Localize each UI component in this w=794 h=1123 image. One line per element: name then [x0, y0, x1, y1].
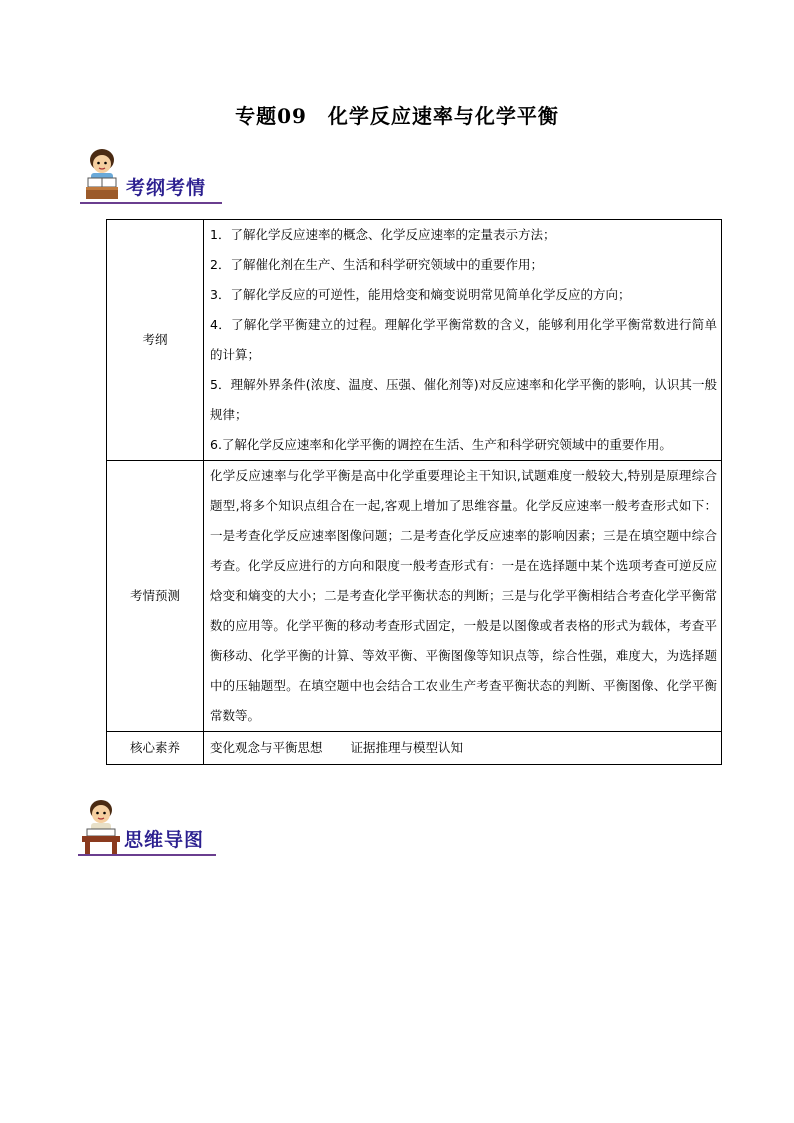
outline-item: 6.了解化学反应速率和化学平衡的调控在生活、生产和科学研究领域中的重要作用。: [210, 437, 672, 452]
outline-item: 3．了解化学反应的可逆性，能用焓变和熵变说明常见简单化学反应的方向；: [210, 287, 631, 302]
exam-outline-table: [106, 219, 722, 765]
section-header-siwei: [78, 798, 218, 856]
outline-item: 1．了解化学反应速率的概念、化学反应速率的定量表示方法；: [210, 227, 556, 242]
table-row: [107, 732, 722, 765]
table-row: [107, 461, 722, 732]
desk-child-icon: [78, 798, 124, 856]
reading-child-icon: [80, 146, 126, 204]
section-title-kaogang: 考纲考情: [126, 177, 207, 199]
row-label: 考纲: [107, 220, 204, 461]
row-content: 化学反应速率与化学平衡是高中化学重要理论主干知识,试题难度一般较大,特别是原理综合题型,将多个知识点组合在一起,客观上增加了思维容量。化学反应速率一般考查形式如下：一是考查化学反应速率图像问题；二是考查化学反应速率的影响因素；三是在填空题中综合考查。化学反应进行的方向和限度一般考查形式有：一是在选择题中某个选项考查可逆反应焓变和熵变的大小；二是考查化学平衡状态的判断；三是与化学平衡相结合考查化学平衡常数的应用等。化学平衡的移动考查形式固定，一般是以图像或者表格的形式为载体，考查平衡移动、化学平衡的计算、等效平衡、平衡图像等知识点等，综合性强，难度大，为选择题中的压轴题型。在填空题中也会结合工农业生产考查平衡状态的判断、平衡图像、化学平衡常数等。: [204, 461, 722, 732]
section-underline: [78, 854, 216, 856]
row-content: [204, 732, 722, 765]
table-row: [107, 220, 722, 461]
section-title-siwei: 思维导图: [124, 829, 205, 851]
section-underline: [80, 202, 222, 204]
row-label: 核心素养: [107, 732, 204, 765]
outline-item: 4．了解化学平衡建立的过程。理解化学平衡常数的含义，能够利用化学平衡常数进行简单的计算；: [210, 317, 717, 362]
outline-item: 2．了解催化剂在生产、生活和科学研究领域中的重要作用；: [210, 257, 543, 272]
page-title: 专题09 化学反应速率与化学平衡: [235, 104, 559, 128]
section-header-kaogang: [80, 146, 225, 204]
row-label: 考情预测: [107, 461, 204, 732]
outline-item: 5．理解外界条件(浓度、温度、压强、催化剂等)对反应速率和化学平衡的影响，认识其一般规律；: [210, 377, 717, 422]
core-competency: 证据推理与模型认知: [350, 740, 464, 755]
row-content: [204, 220, 722, 461]
core-competency: 变化观念与平衡思想: [210, 740, 323, 755]
